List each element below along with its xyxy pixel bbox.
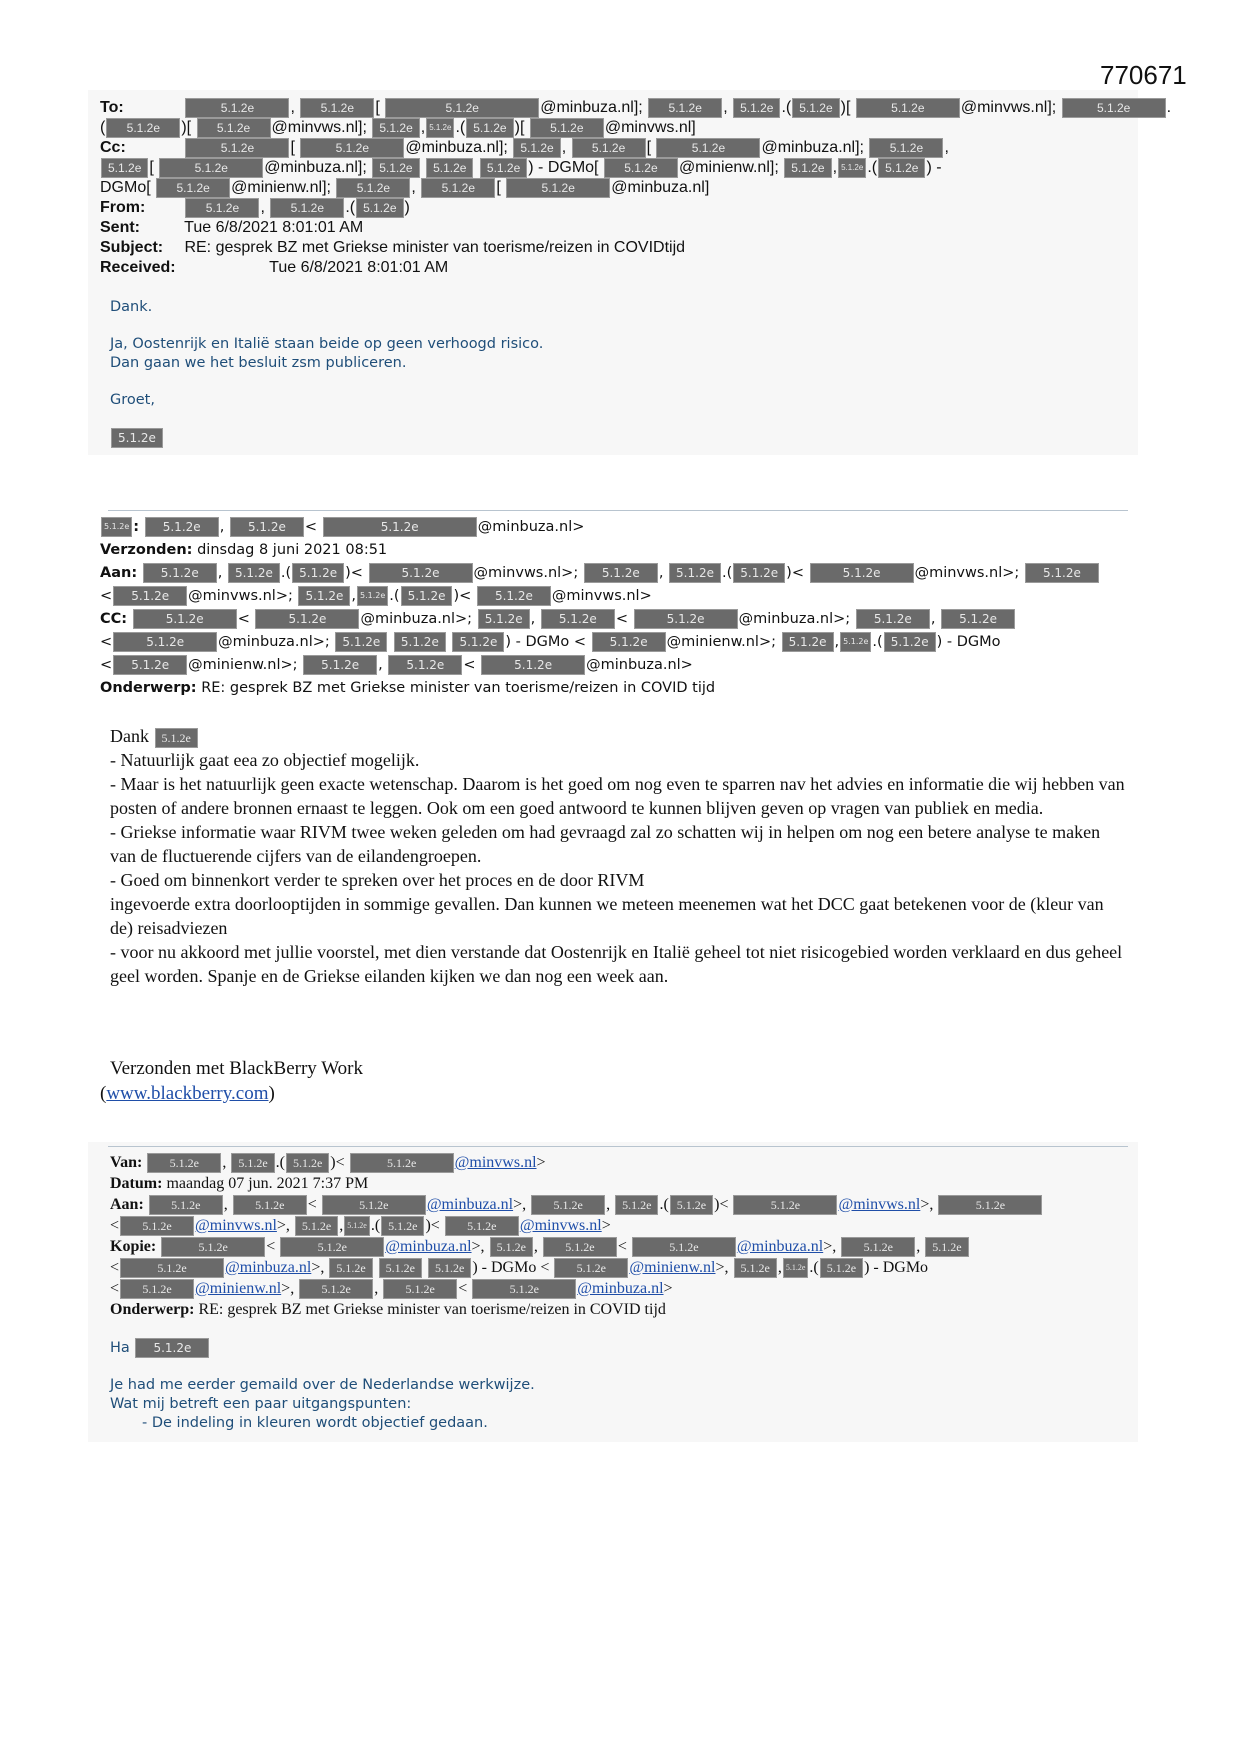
email-link[interactable]: @minbuza.nl: [385, 1238, 472, 1255]
cc-line-1: Cc: 5.1.2e [ 5.1.2e @minbuza.nl]; 5.1.2e , 5.1.2e [ 5.1.2e @minbuza.nl]; 5.1.2e ,: [100, 139, 949, 157]
paren: (: [100, 1083, 107, 1104]
body-line: - Natuurlijk gaat eea zo objectief mogelijk.: [110, 750, 420, 770]
blackberry-link[interactable]: www.blackberry.com: [106, 1083, 269, 1104]
van-line: Van: 5.1.2e , 5.1.2e .( 5.1.2e )< 5.1.2e @minvws.nl>: [110, 1152, 1170, 1173]
dgmo-text: DGMo[: [100, 179, 151, 197]
onderwerp-value: RE: gesprek BZ met Griekse minister van toerisme/reizen in COVID tijd: [201, 680, 716, 696]
body-line: - voor nu akkoord met jullie voorstel, met dien verstande dat Oostenrijk en Italië geheel tot niet risicogebied worden verklaard en dus geheel geel worden. Spanje en de Griekse eilanden kijken we dan nog een week aan.: [110, 942, 1123, 986]
received-value: Tue 6/8/2021 8:01:01 AM: [269, 259, 449, 276]
email-link[interactable]: @minvws.nl: [838, 1196, 921, 1213]
redaction: 5.1.2e: [490, 1237, 533, 1257]
aan-line-2: < 5.1.2e @minvws.nl>, 5.1.2e , 5.1.2e .( 5.1.2e )< 5.1.2e @minvws.nl>: [110, 1215, 1170, 1236]
email-domain: @minbuza.nl>;: [738, 611, 851, 627]
document-number: 770671: [1100, 60, 1187, 90]
email-domain: @minvws.nl>: [551, 588, 652, 604]
dgmo-text: ) - DGMo: [936, 634, 1001, 650]
email-link[interactable]: @minbuza.nl: [426, 1196, 514, 1213]
dgmo-text: ) - DGMo: [864, 1259, 929, 1276]
redaction: 5.1.2e: [106, 118, 180, 138]
onderwerp-value: RE: gesprek BZ met Griekse minister van toerisme/reizen in COVID tijd: [198, 1301, 666, 1318]
received-line: [100, 258, 1140, 278]
redaction: 5.1.2e: [734, 1258, 777, 1278]
body-line: - Maar is het natuurlijk geen exacte wetenschap. Daarom is het goed om nog even te sparren nav het advies en informatie die wij hebben van posten of andere bronnen ernaast te leggen. Ook om een goed antwoord te kunnen blijven geven op vragen van publiek en media.: [110, 774, 1125, 818]
sent-label: Sent:: [100, 219, 140, 236]
cc-label: CC:: [100, 611, 128, 627]
redaction: 5.1.2e: [233, 1195, 307, 1215]
aan-line-1: Aan: 5.1.2e , 5.1.2e < 5.1.2e @minbuza.nl>, 5.1.2e , 5.1.2e .( 5.1.2e )< 5.1.2e @minvws.nl>, 5.1.2e: [110, 1194, 1170, 1215]
email-link[interactable]: @minienw.nl: [195, 1280, 282, 1297]
to-label: To:: [100, 99, 124, 117]
subject-label: Subject:: [100, 239, 164, 256]
email-domain: @minvws.nl>;: [914, 565, 1020, 581]
redaction: 5.1.2e: [856, 98, 960, 118]
datum-label: Datum:: [110, 1175, 163, 1192]
from-line: 5.1.2e : 5.1.2e , 5.1.2e < 5.1.2e @minbuza.nl>: [100, 516, 1160, 539]
email-body-2: [110, 724, 1130, 988]
signature-redaction: 5.1.2e: [111, 428, 163, 448]
email-link[interactable]: @minvws.nl: [519, 1217, 602, 1234]
redaction: 5.1.2e: [634, 609, 738, 629]
cc-line-3: DGMo[ 5.1.2e @minienw.nl]; 5.1.2e , 5.1.2e [ 5.1.2e @minbuza.nl]: [100, 179, 710, 197]
dgmo-text: ) - DGMo[: [528, 159, 599, 177]
datum-line: [110, 1173, 1170, 1194]
cc-label: Cc:: [100, 139, 126, 157]
email-domain: @minvws.nl>;: [473, 565, 579, 581]
aan-label: Aan:: [110, 1196, 144, 1213]
redaction: 5.1.2e: [299, 1279, 373, 1299]
body-line: - Griekse informatie waar RIVM twee weken geleden om had gevraagd zal zo schatten wij in helpen om nog een betere analyse te maken van de fluctuerende cijfers van de eilandengroepen.: [110, 822, 1101, 866]
redaction: 5.1.2e: [303, 655, 377, 675]
dash-text: ) -: [926, 159, 942, 177]
redaction: 5.1.2e: [530, 118, 604, 138]
onderwerp-label: Onderwerp:: [100, 680, 197, 696]
email-domain: @minbuza.nl];: [405, 139, 508, 157]
email-domain: @minvws.nl];: [960, 99, 1057, 117]
redaction: 5.1.2e: [197, 118, 271, 138]
subject-value: RE: gesprek BZ met Griekse minister van toerisme/reizen in COVIDtijd: [184, 239, 686, 256]
redaction: 5.1.2e: [381, 1216, 424, 1236]
received-label: Received:: [100, 259, 176, 276]
body-text: Dank.: [110, 299, 153, 315]
body-line: Wat mij betreft een paar uitgangspunten:: [110, 1396, 412, 1412]
redaction: 5.1.2e: [820, 1258, 863, 1278]
greeting: Dank: [110, 726, 149, 746]
from-label: From:: [100, 199, 146, 217]
redaction: 5.1.2e: [120, 1279, 194, 1299]
redaction: 5.1.2e: [286, 1153, 329, 1173]
email-domain: @minienw.nl>;: [188, 657, 298, 673]
redaction: 5.1.2e: [369, 563, 473, 583]
email-link[interactable]: @minienw.nl: [629, 1259, 716, 1276]
cc-line-3: < 5.1.2e @minienw.nl>; 5.1.2e , 5.1.2e < 5.1.2e @minbuza.nl>: [100, 657, 693, 673]
email-domain: @minbuza.nl];: [540, 99, 643, 117]
redaction: 5.1.2e: [941, 609, 1015, 629]
redaction: 5.1.2e: [656, 138, 760, 158]
email-header-1: [100, 98, 1172, 278]
redaction: 5.1.2e: [1062, 98, 1166, 118]
redaction: 5.1.2e: [344, 1216, 370, 1236]
paren: ): [268, 1083, 275, 1104]
cc-line-2: 5.1.2e [ 5.1.2e @minbuza.nl]; 5.1.2e 5.1.2e 5.1.2e ) - DGMo[ 5.1.2e @minienw.nl]; 5.1.2e , 5.1.2e .( 5.1.2e ) -: [100, 158, 1140, 178]
redaction: 5.1.2e: [383, 1279, 457, 1299]
redaction: 5.1.2e: [481, 655, 585, 675]
redaction: 5.1.2e: [300, 98, 374, 118]
redaction: 5.1.2e: [615, 1195, 658, 1215]
email-domain: @minienw.nl];: [231, 179, 331, 197]
email-domain: @minienw.nl>;: [666, 634, 776, 650]
redaction: 5.1.2e: [925, 1237, 968, 1257]
redaction: 5.1.2e: [841, 1237, 915, 1257]
email-domain: @minbuza.nl]: [611, 179, 710, 197]
email-link[interactable]: @minbuza.nl: [736, 1238, 824, 1255]
email-domain: @minienw.nl];: [678, 159, 779, 177]
email-link[interactable]: @minvws.nl: [454, 1154, 537, 1171]
redaction: 5.1.2e: [133, 609, 237, 629]
redaction: 5.1.2e: [592, 632, 666, 652]
redaction: 5.1.2e: [733, 1195, 837, 1215]
redaction: 5.1.2e: [185, 138, 289, 158]
email-domain: @minbuza.nl>;: [360, 611, 473, 627]
to-line-1: To: 5.1.2e , 5.1.2e [ 5.1.2e @minbuza.nl]; 5.1.2e , 5.1.2e .( 5.1.2e )[ 5.1.2e @minvws.nl]; 5.1.2e .: [100, 99, 1172, 117]
redaction: 5.1.2e: [782, 632, 834, 652]
redaction: 5.1.2e: [733, 563, 785, 583]
redaction: 5.1.2e: [323, 517, 477, 537]
redaction: 5.1.2e: [632, 1237, 736, 1257]
van-label: Van:: [110, 1154, 143, 1171]
redaction: 5.1.2e: [113, 655, 187, 675]
subject-line: [100, 238, 1140, 258]
redaction: 5.1.2e: [604, 158, 678, 178]
redaction: 5.1.2e: [379, 1258, 422, 1278]
redaction: 5.1.2e: [185, 198, 259, 218]
aan-line-1: Aan: 5.1.2e , 5.1.2e .( 5.1.2e )< 5.1.2e @minvws.nl>; 5.1.2e , 5.1.2e .( 5.1.2e )< 5.1.2e @minvws.nl>; 5.1.2e: [100, 562, 1160, 585]
email-link[interactable]: @minvws.nl: [195, 1217, 277, 1234]
redaction: 5.1.2e: [840, 632, 871, 652]
sent-value: Tue 6/8/2021 8:01:01 AM: [184, 219, 364, 236]
email-domain: @minbuza.nl];: [761, 139, 864, 157]
redaction: 5.1.2e: [421, 178, 495, 198]
redaction: 5.1.2e: [670, 1195, 713, 1215]
redaction: 5.1.2e: [372, 118, 419, 138]
redaction: 5.1.2e: [185, 98, 289, 118]
redaction: 5.1.2e: [733, 98, 780, 118]
redaction: 5.1.2e: [572, 138, 646, 158]
email-header-3: [110, 1152, 1170, 1320]
redaction: 5.1.2e: [329, 1258, 372, 1278]
redaction: 5.1.2e: [401, 586, 453, 606]
dgmo-text: ) - DGMo <: [505, 634, 587, 650]
redaction: 5.1.2e: [255, 609, 359, 629]
redaction: 5.1.2e: [543, 1237, 617, 1257]
redaction: 5.1.2e: [300, 138, 404, 158]
redaction: 5.1.2e: [322, 1195, 426, 1215]
redaction: 5.1.2e: [506, 178, 610, 198]
to-line-2: ( 5.1.2e )[ 5.1.2e @minvws.nl]; 5.1.2e , 5.1.2e .( 5.1.2e )[ 5.1.2e @minvws.nl]: [100, 119, 696, 137]
redaction: 5.1.2e: [783, 1258, 809, 1278]
onderwerp-label: Onderwerp:: [110, 1301, 195, 1318]
email-domain: @minvws.nl]: [604, 119, 696, 137]
email-body-3: [110, 1338, 535, 1433]
redaction: 5.1.2e: [938, 1195, 1042, 1215]
separator: [108, 1146, 1128, 1147]
verzonden-label: Verzonden:: [100, 542, 193, 558]
redaction: 5.1.2e: [292, 563, 344, 583]
body-text: Dan gaan we het besluit zsm publiceren.: [110, 355, 407, 371]
redaction: 5.1.2e: [426, 158, 473, 178]
onderwerp-line: [110, 1299, 1170, 1320]
aan-label: Aan:: [100, 565, 138, 581]
redaction: 5.1.2e: [101, 158, 148, 178]
redaction: 5.1.2e: [159, 158, 263, 178]
bullet-item: - De indeling in kleuren wordt objectief gedaan.: [142, 1415, 488, 1431]
redaction: 5.1.2e: [335, 632, 387, 652]
redaction: 5.1.2e: [298, 586, 350, 606]
redaction: 5.1.2e: [113, 586, 187, 606]
email-link[interactable]: @minbuza.nl: [225, 1259, 312, 1276]
cc-line-2: < 5.1.2e @minbuza.nl>; 5.1.2e 5.1.2e 5.1.2e ) - DGMo < 5.1.2e @minienw.nl>; 5.1.2e , 5.1.2e .( 5.1.2e ) - DGMo: [100, 634, 1001, 650]
redaction: 5.1.2e: [541, 609, 615, 629]
kopie-line-2: < 5.1.2e @minbuza.nl>, 5.1.2e 5.1.2e 5.1.2e ) - DGMo < 5.1.2e @minienw.nl>, 5.1.2e , 5.1.2e .( 5.1.2e ) - DGMo: [110, 1257, 1170, 1278]
sent-line: [100, 218, 1140, 238]
redaction: 5.1.2e: [357, 586, 388, 606]
redaction: 5.1.2e: [120, 1216, 194, 1236]
signature-block: [100, 1056, 363, 1106]
redaction: 5.1.2e: [554, 1258, 628, 1278]
redaction: 5.1.2e: [784, 158, 831, 178]
redaction: 5.1.2e: [156, 178, 230, 198]
redaction: 5.1.2e: [452, 632, 504, 652]
redaction: 5.1.2e: [531, 1195, 605, 1215]
redaction: 5.1.2e: [113, 632, 217, 652]
redaction: 5.1.2e: [810, 563, 914, 583]
onderwerp-line: [100, 677, 1160, 700]
email-domain: @minbuza.nl];: [264, 159, 367, 177]
redaction: 5.1.2e: [350, 1153, 454, 1173]
email-link[interactable]: @minbuza.nl: [577, 1280, 664, 1297]
body-line: Je had me eerder gemaild over de Nederlandse werkwijze.: [110, 1377, 535, 1393]
redaction: 5.1.2e: [648, 98, 722, 118]
redaction: 5.1.2e: [385, 98, 539, 118]
redaction: 5.1.2e: [101, 517, 132, 537]
body-text: Ja, Oostenrijk en Italië staan beide op geen verhoogd risico.: [110, 336, 544, 352]
redaction: 5.1.2e: [856, 609, 930, 629]
redaction: 5.1.2e: [480, 158, 527, 178]
redaction: 5.1.2e: [372, 158, 419, 178]
redaction: 5.1.2e: [466, 118, 513, 138]
redaction: 5.1.2e: [295, 1216, 338, 1236]
redaction: 5.1.2e: [792, 98, 839, 118]
redaction: 5.1.2e: [838, 158, 866, 178]
redaction: 5.1.2e: [878, 158, 925, 178]
redaction: 5.1.2e: [445, 1216, 519, 1236]
redaction: 5.1.2e: [478, 609, 530, 629]
redaction: 5.1.2e: [135, 1338, 209, 1358]
verzonden-line: [100, 539, 1160, 562]
redaction: 5.1.2e: [143, 563, 217, 583]
from-line: From: 5.1.2e , 5.1.2e .( 5.1.2e ): [100, 199, 410, 217]
redaction: 5.1.2e: [336, 178, 410, 198]
redaction: 5.1.2e: [884, 632, 936, 652]
redaction: 5.1.2e: [428, 1258, 471, 1278]
redaction: 5.1.2e: [513, 138, 560, 158]
email-header-2: [100, 516, 1160, 700]
verzonden-value: dinsdag 8 juni 2021 08:51: [197, 542, 388, 558]
email-domain: @minbuza.nl>;: [218, 634, 330, 650]
email-domain: @minvws.nl>;: [188, 588, 293, 604]
email-domain: @minbuza.nl>: [477, 519, 585, 535]
redaction: 5.1.2e: [230, 517, 304, 537]
redaction: 5.1.2e: [228, 563, 280, 583]
kopie-label: Kopie:: [110, 1238, 157, 1255]
redaction: 5.1.2e: [477, 586, 551, 606]
redaction: 5.1.2e: [145, 517, 219, 537]
redaction: 5.1.2e: [869, 138, 943, 158]
aan-line-2: < 5.1.2e @minvws.nl>; 5.1.2e , 5.1.2e .( 5.1.2e )< 5.1.2e @minvws.nl>: [100, 588, 652, 604]
email-domain: @minvws.nl];: [271, 119, 367, 137]
redaction: 5.1.2e: [231, 1153, 274, 1173]
redaction: 5.1.2e: [155, 728, 198, 748]
redaction: 5.1.2e: [394, 632, 446, 652]
dgmo-text: ) - DGMo <: [472, 1259, 550, 1276]
kopie-line-3: < 5.1.2e @minienw.nl>, 5.1.2e , 5.1.2e < 5.1.2e @minbuza.nl>: [110, 1278, 1170, 1299]
cc-line-1: CC: 5.1.2e < 5.1.2e @minbuza.nl>; 5.1.2e , 5.1.2e < 5.1.2e @minbuza.nl>; 5.1.2e , 5.1.2e: [100, 608, 1160, 631]
body-line: - Goed om binnenkort verder te spreken over het proces en de door RIVM: [110, 870, 645, 890]
redaction: 5.1.2e: [388, 655, 462, 675]
body-line: ingevoerde extra doorlooptijden in sommige gevallen. Dan kunnen we meteen meenemen wat het DCC gaat betekenen voor de (kleur van de) reisadviezen: [110, 894, 1104, 938]
datum-value: maandag 07 jun. 2021 7:37 PM: [166, 1175, 369, 1192]
redaction: 5.1.2e: [669, 563, 721, 583]
sent-with: Verzonden met BlackBerry Work: [110, 1058, 363, 1079]
redaction: 5.1.2e: [120, 1258, 224, 1278]
redaction: 5.1.2e: [1025, 563, 1099, 583]
redaction: 5.1.2e: [356, 198, 403, 218]
redaction: 5.1.2e: [161, 1237, 265, 1257]
body-text: Groet,: [110, 392, 155, 408]
redaction: 5.1.2e: [584, 563, 658, 583]
redaction: 5.1.2e: [472, 1279, 576, 1299]
email-body-1: [110, 298, 543, 466]
email-domain: @minbuza.nl>: [586, 657, 693, 673]
redaction: 5.1.2e: [147, 1153, 221, 1173]
redaction: 5.1.2e: [270, 198, 344, 218]
redaction: 5.1.2e: [149, 1195, 223, 1215]
redaction: 5.1.2e: [426, 118, 454, 138]
kopie-line-1: Kopie: 5.1.2e < 5.1.2e @minbuza.nl>, 5.1.2e , 5.1.2e < 5.1.2e @minbuza.nl>, 5.1.2e , 5.1.2e: [110, 1236, 1170, 1257]
redaction: 5.1.2e: [280, 1237, 384, 1257]
separator: [108, 510, 1128, 511]
greeting: Ha: [110, 1340, 130, 1356]
